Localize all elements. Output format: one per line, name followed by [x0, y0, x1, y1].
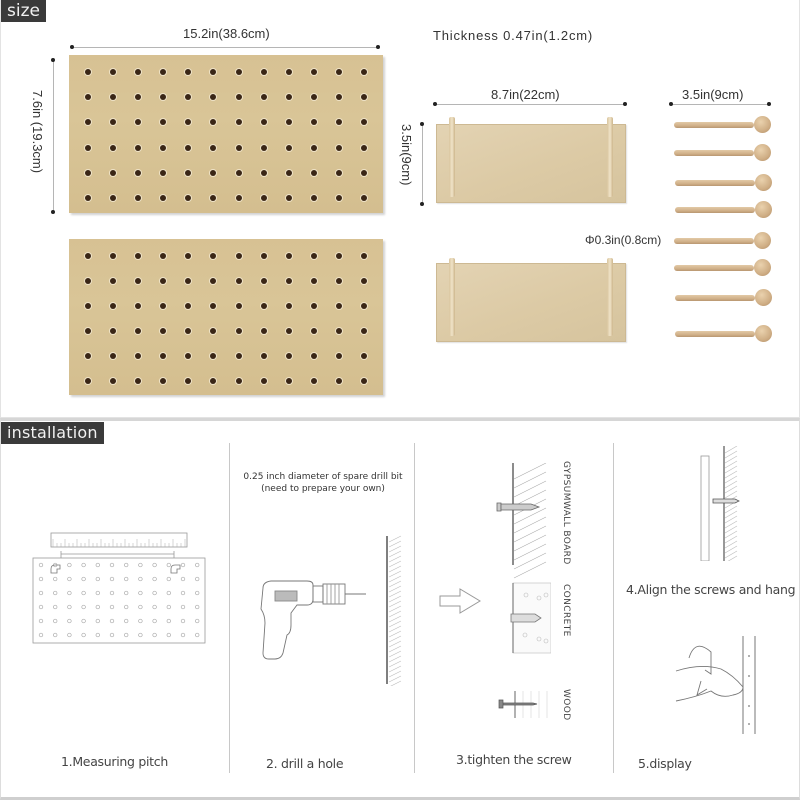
peg-hole — [85, 170, 91, 176]
peg-hole — [85, 278, 91, 284]
peg-hole — [210, 145, 216, 151]
peg-hole — [361, 353, 367, 359]
peg-hole — [85, 353, 91, 359]
peg-hole — [286, 119, 292, 125]
step-1-label: 1.Measuring pitch — [61, 754, 168, 769]
peg-hole — [261, 170, 267, 176]
peg-hole — [160, 378, 166, 384]
peg-hole — [210, 328, 216, 334]
peg-hole — [160, 94, 166, 100]
peg-hole — [210, 278, 216, 284]
peg-hole — [110, 119, 116, 125]
shelf-height-label: 3.5in(9cm) — [399, 124, 414, 186]
peg-hole — [135, 353, 141, 359]
peg-hole — [135, 253, 141, 259]
peg-hole — [236, 278, 242, 284]
peg-hole — [85, 69, 91, 75]
installation-section-tag: installation — [1, 422, 104, 444]
peg-hole — [286, 69, 292, 75]
peg-hole — [336, 378, 342, 384]
peg-hole — [336, 353, 342, 359]
peg-hole — [311, 278, 317, 284]
peg-hole — [361, 378, 367, 384]
peg-hole — [261, 378, 267, 384]
peg-hole — [236, 303, 242, 309]
dimension-endpoint — [376, 45, 380, 49]
peg-hole — [185, 303, 191, 309]
board-height-dimension-line — [53, 60, 54, 212]
peg-hole — [311, 253, 317, 259]
dimension-endpoint — [70, 45, 74, 49]
size-section-tag: size — [1, 0, 46, 22]
dimension-endpoint — [669, 102, 673, 106]
material-label-wood: WOOD — [561, 689, 571, 721]
peg-hole — [210, 303, 216, 309]
peg-hole — [135, 378, 141, 384]
peg-hole — [286, 253, 292, 259]
step-4-label: 4.Align the screws and hang — [626, 582, 796, 597]
column-divider — [613, 443, 614, 773]
peg-hole — [361, 69, 367, 75]
peg-hole — [261, 195, 267, 201]
peg-hole — [336, 303, 342, 309]
peg-hole — [160, 353, 166, 359]
peg-hole — [361, 195, 367, 201]
peg-hole — [236, 170, 242, 176]
peg-hole — [311, 303, 317, 309]
peg-hole — [135, 303, 141, 309]
dimension-endpoint — [767, 102, 771, 106]
peg-hole — [261, 94, 267, 100]
peg-hole — [210, 253, 216, 259]
column-divider — [229, 443, 230, 773]
dimension-endpoint — [420, 122, 424, 126]
peg-hole — [85, 328, 91, 334]
peg-hole — [210, 170, 216, 176]
peg-hole — [185, 94, 191, 100]
display-hand-illustration — [671, 626, 761, 736]
board-height-label: 7.6in (19.3cm) — [30, 90, 45, 174]
peg-hole — [236, 145, 242, 151]
measuring-pegboard-illustration — [31, 521, 211, 651]
peg-hole — [185, 278, 191, 284]
peg-diameter-label: Φ0.3in(0.8cm) — [585, 233, 662, 247]
peg-hole — [336, 170, 342, 176]
dimension-endpoint — [623, 102, 627, 106]
board-width-label: 15.2in(38.6cm) — [183, 26, 270, 41]
peg-hole — [135, 69, 141, 75]
thickness-label: Thickness 0.47in(1.2cm) — [433, 28, 594, 43]
peg-hole — [160, 278, 166, 284]
peg-hole — [135, 145, 141, 151]
peg-hole — [110, 278, 116, 284]
peg-hole — [236, 69, 242, 75]
peg-hole — [135, 328, 141, 334]
peg-hole — [311, 119, 317, 125]
peg-hole — [135, 278, 141, 284]
peg-hole — [336, 145, 342, 151]
peg-hole — [311, 145, 317, 151]
peg-hole — [286, 195, 292, 201]
peg-hole — [110, 328, 116, 334]
peg-hole — [311, 328, 317, 334]
drill-illustration — [251, 516, 416, 686]
peg-hole — [261, 353, 267, 359]
shelf-2 — [436, 263, 626, 342]
peg-hole — [110, 94, 116, 100]
peg-hole — [311, 353, 317, 359]
peg-hole — [160, 253, 166, 259]
peg-hole — [311, 69, 317, 75]
peg-hole — [336, 328, 342, 334]
peg-hole — [261, 278, 267, 284]
peg-hole — [261, 69, 267, 75]
peg-hole — [236, 94, 242, 100]
peg-hole — [336, 94, 342, 100]
peg-hole — [185, 145, 191, 151]
step-2-label: 2. drill a hole — [266, 756, 344, 771]
dimension-endpoint — [420, 202, 424, 206]
peg-hole — [85, 303, 91, 309]
peg-hole — [135, 119, 141, 125]
peg-hole — [236, 328, 242, 334]
shelf-support-dowel — [607, 258, 613, 336]
peg-hole — [286, 353, 292, 359]
shelf-support-dowel — [449, 117, 455, 197]
peg-hole — [185, 353, 191, 359]
peg-hole — [236, 119, 242, 125]
peg-hole — [185, 328, 191, 334]
peg-hole — [160, 69, 166, 75]
peg-hole — [185, 253, 191, 259]
peg-hole — [311, 378, 317, 384]
pegboard-panel-2 — [69, 239, 383, 395]
dimension-endpoint — [433, 102, 437, 106]
peg-hole — [160, 195, 166, 201]
peg-hole — [160, 328, 166, 334]
peg-hole — [361, 253, 367, 259]
peg-hole — [85, 253, 91, 259]
dimension-endpoint — [51, 210, 55, 214]
pegboard-panel-1 — [69, 55, 383, 213]
peg-hole — [311, 195, 317, 201]
peg-hole — [160, 303, 166, 309]
shelf-support-dowel — [607, 117, 613, 197]
peg-hole — [361, 328, 367, 334]
peg-hole — [236, 195, 242, 201]
peg-hole — [135, 170, 141, 176]
shelf-support-dowel — [449, 258, 455, 336]
peg-hole — [236, 253, 242, 259]
peg-hole — [160, 145, 166, 151]
peg-hole — [160, 119, 166, 125]
screw-materials-illustration — [491, 463, 551, 718]
peg-hole — [361, 170, 367, 176]
peg-hole — [336, 195, 342, 201]
peg-hole — [185, 170, 191, 176]
peg-hole — [85, 145, 91, 151]
peg-hole — [286, 328, 292, 334]
peg-hole — [286, 278, 292, 284]
peg-hole — [336, 278, 342, 284]
peg-hole — [135, 94, 141, 100]
peg-hole — [210, 119, 216, 125]
peg-hole — [185, 119, 191, 125]
peg-length-dimension-line — [671, 104, 769, 105]
peg-hole — [261, 253, 267, 259]
peg-hole — [85, 195, 91, 201]
peg-hole — [185, 378, 191, 384]
shelf-width-label: 8.7in(22cm) — [491, 87, 560, 102]
peg-hole — [261, 303, 267, 309]
peg-hole — [110, 353, 116, 359]
peg-hole — [311, 170, 317, 176]
drill-bit-note: 0.25 inch diameter of spare drill bit (need to prepare your own) — [243, 472, 403, 494]
peg-hole — [361, 119, 367, 125]
material-label-concrete: CONCRETE — [561, 584, 571, 637]
peg-hole — [361, 145, 367, 151]
peg-hole — [85, 378, 91, 384]
peg-hole — [286, 94, 292, 100]
peg-hole — [311, 94, 317, 100]
peg-hole — [361, 94, 367, 100]
peg-length-label: 3.5in(9cm) — [682, 87, 744, 102]
peg-hole — [236, 353, 242, 359]
peg-hole — [210, 353, 216, 359]
peg-hole — [85, 94, 91, 100]
step-5-label: 5.display — [638, 756, 692, 771]
peg-hole — [261, 119, 267, 125]
peg-hole — [261, 328, 267, 334]
peg-hole — [361, 278, 367, 284]
peg-hole — [135, 195, 141, 201]
peg-hole — [336, 119, 342, 125]
peg-hole — [110, 195, 116, 201]
peg-hole — [336, 69, 342, 75]
peg-hole — [110, 253, 116, 259]
right-arrow-icon — [438, 587, 484, 615]
peg-hole — [286, 145, 292, 151]
peg-hole — [110, 69, 116, 75]
peg-hole — [110, 170, 116, 176]
board-width-dimension-line — [72, 47, 378, 48]
peg-hole — [236, 378, 242, 384]
peg-hole — [160, 170, 166, 176]
peg-hole — [185, 69, 191, 75]
peg-hole — [210, 94, 216, 100]
peg-hole — [185, 195, 191, 201]
material-label-gypsum: GYPSUMWALL BOARD — [561, 461, 571, 565]
dimension-endpoint — [51, 58, 55, 62]
peg-hole — [286, 303, 292, 309]
peg-hole — [286, 378, 292, 384]
peg-hole — [210, 378, 216, 384]
peg-hole — [210, 195, 216, 201]
shelf-width-dimension-line — [435, 104, 625, 105]
align-screws-illustration — [691, 446, 751, 561]
peg-hole — [110, 378, 116, 384]
step-3-label: 3.tighten the screw — [456, 752, 572, 767]
shelf-height-dimension-line — [422, 124, 423, 204]
peg-hole — [110, 303, 116, 309]
peg-hole — [210, 69, 216, 75]
shelf-1 — [436, 124, 626, 203]
peg-hole — [336, 253, 342, 259]
peg-hole — [110, 145, 116, 151]
peg-hole — [286, 170, 292, 176]
peg-hole — [261, 145, 267, 151]
peg-hole — [85, 119, 91, 125]
peg-hole — [361, 303, 367, 309]
installation-section — [0, 418, 800, 800]
